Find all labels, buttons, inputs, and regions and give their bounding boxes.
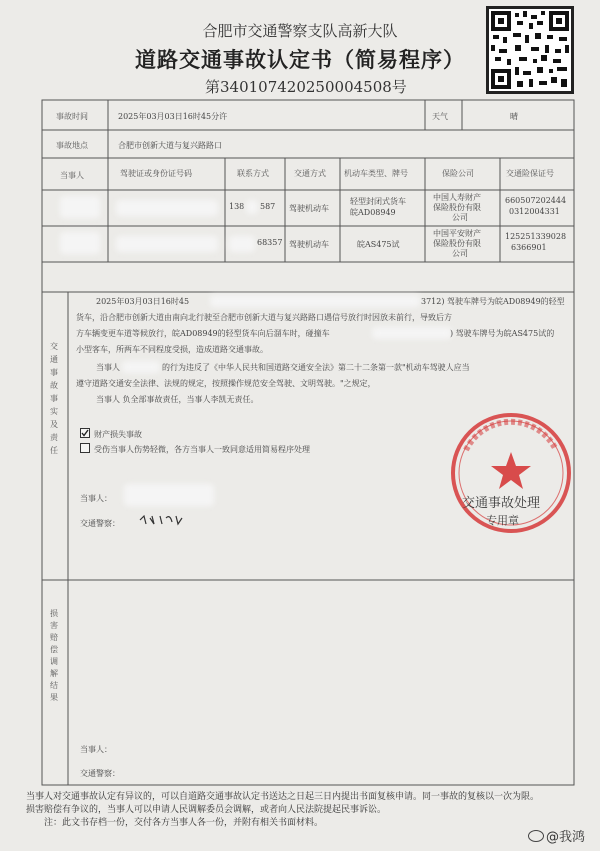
party1-vehicle-type: 轻型封闭式货车 <box>350 197 406 206</box>
officer-signature-icon <box>138 510 188 530</box>
facts-section-label: 交通事故事实及责任 <box>50 342 58 455</box>
party2-policy-1: 125251339028 <box>505 232 567 241</box>
redacted-facts-3 <box>122 361 160 373</box>
facts-line-1b: 3712) 驾驶车牌号为皖AD08949的轻型 <box>421 297 565 306</box>
weibo-logo-icon <box>528 830 544 842</box>
col-license: 驾驶证或身份证号码 <box>120 169 192 178</box>
mediation-party-sign-label: 当事人： <box>80 745 112 754</box>
redacted-contact-2 <box>229 236 255 252</box>
redacted-id-1 <box>116 200 218 216</box>
facts-p3: 当事人 负全部事故责任，当事人李凯无责任。 <box>96 395 259 404</box>
accident-place-label: 事故地点 <box>56 141 88 150</box>
footer-note-2: 损害赔偿有争议的，当事人可以申请人民调解委员会调解，或者向人民法院提起民事诉讼。 <box>26 805 387 815</box>
minor-injury-checkbox[interactable] <box>80 443 90 453</box>
minor-injury-label: 受伤当事人伤势轻微，各方当事人一致同意适用简易程序处理 <box>94 445 310 454</box>
party1-policy-2: 0312004331 <box>509 207 560 216</box>
stamp-subtext: 专用章 <box>486 514 519 527</box>
facts-p2-label: 当事人 <box>96 363 120 372</box>
accident-place-value: 合肥市创新大道与复兴路路口 <box>118 141 222 150</box>
document-number: 第340107420250004508号 <box>205 78 407 96</box>
party2-insurer-2: 保险股份有限 <box>433 239 481 248</box>
facts-p2-line-1: 的行为违反了《中华人民共和国道路交通安全法》第二十二条第一款"机动车驾驶人应当 <box>162 363 470 372</box>
party1-traffic: 驾驶机动车 <box>289 204 329 213</box>
party2-vehicle-plate: 皖AS475试 <box>357 240 400 249</box>
watermark-text: @我鸿 <box>546 830 586 845</box>
redacted-facts-1 <box>210 295 420 307</box>
party1-contact: 138 <box>229 202 245 211</box>
redacted-facts-2 <box>372 327 452 339</box>
accident-time-label: 事故时间 <box>56 112 88 121</box>
weather-value: 晴 <box>510 112 518 121</box>
document-title: 道路交通事故认定书（简易程序） <box>135 47 465 72</box>
stamp-text: 交通事故处理 <box>462 496 541 511</box>
facts-line-3b: ) 驾驶车牌号为皖AS475试的 <box>450 329 555 338</box>
footer-note-1: 当事人对交通事故认定有异议的，可以自道路交通事故认定书送达之日起三日内提出书面复核申请。同一事故的复核以一次为限。 <box>26 792 540 802</box>
party2-insurer-3: 公司 <box>452 249 468 258</box>
agency-name: 合肥市交通警察支队高新大队 <box>202 22 398 40</box>
accident-time-value: 2025年03月03日16时45分许 <box>118 112 228 121</box>
redacted-contact-1 <box>246 200 258 214</box>
weibo-watermark <box>528 826 585 845</box>
redacted-name-2 <box>60 232 100 254</box>
party2-contact: 68357 <box>257 238 283 247</box>
party2-insurer-1: 中国平安财产 <box>433 229 481 238</box>
redacted-party-signature <box>124 484 214 506</box>
check-mark-icon <box>81 429 89 437</box>
party1-insurer-3: 公司 <box>452 213 468 222</box>
redacted-name-1 <box>60 196 100 218</box>
col-party: 当事人 <box>60 171 84 180</box>
weather-label: 天气 <box>432 112 448 121</box>
property-loss-label: 财产损失事故 <box>94 430 142 439</box>
facts-line-2: 货车，沿合肥市创新大道由南向北行驶至合肥市创新大道与复兴路路口遇信号放行时因放未前行，导致后方 <box>76 313 452 322</box>
col-traffic: 交通方式 <box>294 169 326 178</box>
col-insurer: 保险公司 <box>442 169 474 178</box>
facts-line-4: 小型客车，所两车不同程度受损，造成道路交通事故。 <box>76 345 268 354</box>
party1-contact-tail: 587 <box>260 202 276 211</box>
mediation-officer-sign-label: 交通警察： <box>80 769 120 778</box>
facts-party-sign-label: 当事人： <box>80 494 112 503</box>
party2-traffic: 驾驶机动车 <box>289 240 329 249</box>
redacted-id-2 <box>116 236 218 252</box>
party1-vehicle-plate: 皖AD08949 <box>350 208 396 217</box>
facts-officer-sign-label: 交通警察： <box>80 519 120 528</box>
mediation-section-label: 损害赔偿调解结果 <box>50 609 58 702</box>
col-contact: 联系方式 <box>237 169 269 178</box>
party2-policy-2: 6366901 <box>511 243 547 252</box>
col-policy: 交通险保证号 <box>506 169 554 178</box>
col-vehicle: 机动车类型、牌号 <box>344 169 408 178</box>
party1-insurer-1: 中国人寿财产 <box>433 193 481 202</box>
facts-line-3a: 方车辆变更车道等候放行，皖AD08949的轻型货车向后溜车时，碰撞车 <box>76 329 330 338</box>
property-loss-checkbox[interactable] <box>80 428 90 438</box>
facts-line-1a: 2025年03月03日16时45 <box>96 297 190 306</box>
party1-insurer-2: 保险股份有限 <box>433 203 481 212</box>
party1-policy-1: 660507202444 <box>505 196 567 205</box>
facts-p2-line-2: 遵守道路交通安全法律、法规的规定，按照操作规范安全驾驶、文明驾驶。"之规定， <box>76 379 376 388</box>
footer-note-3: 注：此文书存档一份，交付各方当事人各一份，并附有相关书面材料。 <box>44 818 324 828</box>
